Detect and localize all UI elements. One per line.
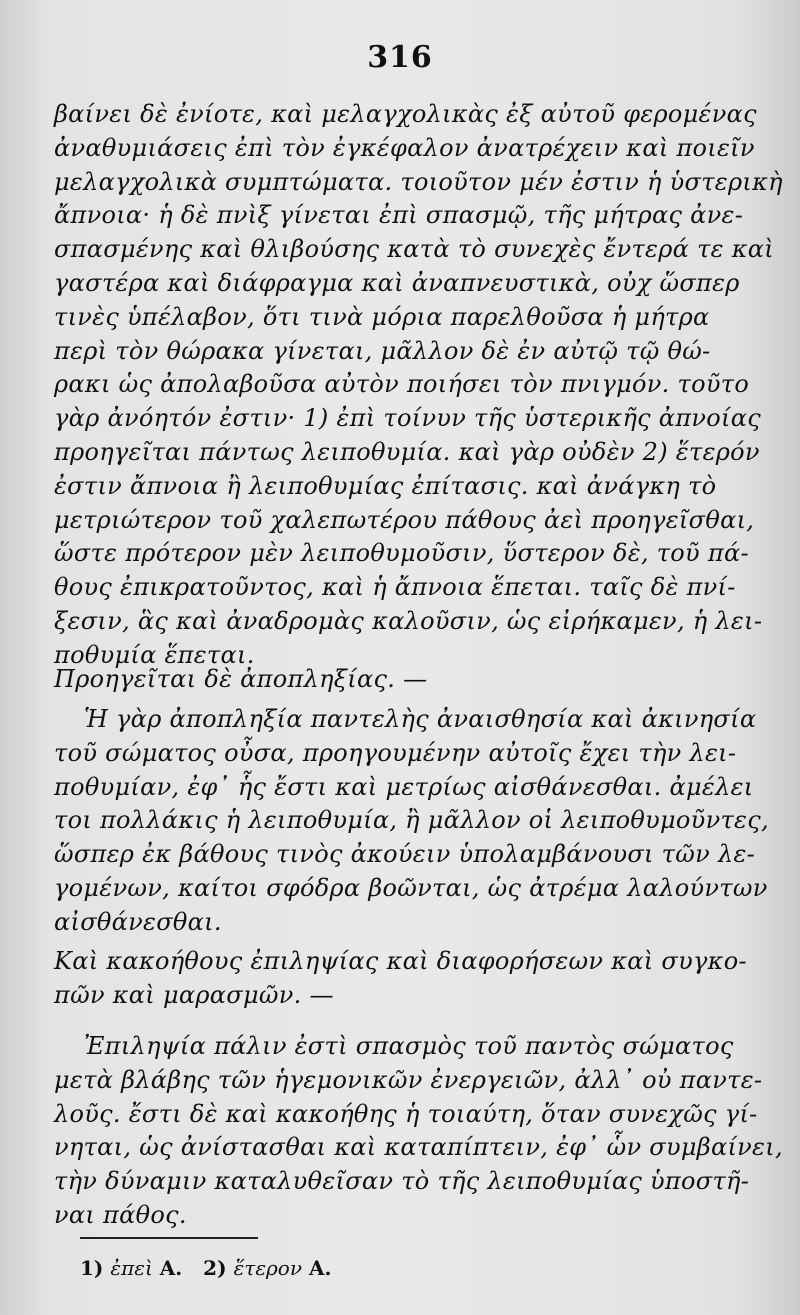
text-line: λοῦς. ἔστι δὲ καὶ κακοήθης ἡ τοιαύτη, ὅταν συνεχῶς γί- — [54, 1099, 758, 1128]
text-line: ὥστε πρότερον μὲν λειποθυμοῦσιν, ὕστερον δὲ, τοῦ πά- — [54, 539, 749, 568]
text-line: γομένων, καίτοι σφόδρα βοῶνται, ὡς ἀτρέμα λαλούντων — [54, 873, 768, 902]
text-line: ἐστιν ἄπνοια ἢ λειποθυμίας ἐπίτασις. καὶ ἀνάγκη τὸ — [54, 471, 717, 500]
page-number: 316 — [367, 40, 433, 75]
heading-line: Προηγεῖται δὲ ἀποπληξίας. — — [54, 665, 428, 693]
text-line: μετὰ βλάβης τῶν ἡγεμονικῶν ἐνεργειῶν, ἀλλ᾽ οὐ παντε- — [54, 1065, 763, 1094]
text-line: γὰρ ἀνόητόν ἐστιν· 1) ἐπὶ τοίνυν τῆς ὑστερικῆς ἀπνοίας — [54, 404, 761, 433]
footnote-text-2: ἕτερον — [233, 1256, 303, 1280]
text-line: ἀναθυμιάσεις ἐπὶ τὸν ἐγκέφαλον ἀνατρέχειν καὶ ποιεῖν — [54, 133, 755, 162]
text-line: μετριώτερον τοῦ χαλεπωτέρου πάθους ἀεὶ προηγεῖσθαι, — [54, 505, 755, 534]
footnote-marker-2: 2) — [203, 1256, 227, 1280]
footnote-marker-1: 1) — [80, 1256, 104, 1280]
text-line: τοῦ σώματος οὖσα, προηγουμένην αὐτοῖς ἔχει τὴν λει- — [54, 738, 737, 767]
text-line: ξεσιν, ἃς καὶ ἀναδρομὰς καλοῦσιν, ὡς εἰρήκαμεν, ἡ λει- — [54, 606, 763, 635]
text-line: ναι πάθος. — [54, 1200, 187, 1229]
text-line: μελαγχολικὰ συμπτώματα. τοιοῦτον μέν ἐστιν ἡ ὑστερικὴ — [54, 167, 783, 196]
footnote — [80, 1256, 331, 1280]
text-line: προηγεῖται πάντως λειποθυμία. καὶ γὰρ οὐδὲν 2) ἕτερόν — [54, 437, 760, 466]
text-line: θους ἐπικρατοῦντος, καὶ ἡ ἄπνοια ἕπεται. ταῖς δὲ πνί- — [54, 573, 736, 602]
heading-line: πῶν καὶ μαρασμῶν. — — [54, 980, 334, 1009]
section-heading-2 — [54, 945, 747, 1013]
text-line: ρακι ὡς ἀπολαβοῦσα αὐτὸν ποιήσει τὸν πνιγμόν. τοῦτο — [54, 370, 750, 399]
text-line: περὶ τὸν θώρακα γίνεται, μᾶλλον δὲ ἐν αὐτῷ τῷ θώ- — [54, 336, 711, 365]
text-line: τινὲς ὑπέλαβον, ὅτι τινὰ μόρια παρελθοῦσα ἡ μήτρα — [54, 302, 710, 331]
paragraph-3 — [54, 1030, 783, 1233]
text-line: ποθυμίαν, ἐφ᾽ ἧς ἔστι καὶ μετρίως αἰσθάνεσθαι. ἀμέλει — [54, 772, 754, 801]
text-line: αἰσθάνεσθαι. — [54, 907, 222, 936]
text-line: νηται, ὡς ἀνίστασθαι καὶ καταπίπτειν, ἐφ᾽ ὧν συμβαίνει, — [54, 1133, 783, 1162]
section-heading-1 — [54, 663, 734, 697]
footnote-source-2: A. — [308, 1256, 332, 1280]
footnote-source-1: A. — [159, 1256, 183, 1280]
text-line: τοι πολλάκις ἡ λειποθυμία, ἢ μᾶλλον οἱ λειποθυμοῦντες, — [54, 806, 769, 835]
text-line: ἄπνοια· ἡ δὲ πνὶξ γίνεται ἐπὶ σπασμῷ, τῆς μήτρας ἀνε- — [54, 201, 744, 230]
paragraph-1 — [54, 98, 783, 673]
text-line: γαστέρα καὶ διάφραγμα καὶ ἀναπνευστικὰ, οὐχ ὥσπερ — [54, 268, 740, 297]
footnote-divider — [80, 1237, 258, 1239]
text-line: τὴν δύναμιν καταλυθεῖσαν τὸ τῆς λειποθυμίας ὑποστῆ- — [54, 1167, 750, 1196]
footnote-text-1: ἐπεὶ — [110, 1256, 153, 1280]
text-line: Ἡ γὰρ ἀποπληξία παντελὴς ἀναισθησία καὶ ἀκινησία — [84, 705, 757, 733]
text-line: ὥσπερ ἐκ βάθους τινὸς ἀκούειν ὑπολαμβάνουσι τῶν λε- — [54, 840, 756, 869]
text-line: Ἐπιληψία πάλιν ἐστὶ σπασμὸς τοῦ παντὸς σώματος — [84, 1032, 734, 1060]
text-line: βαίνει δὲ ἐνίοτε, καὶ μελαγχολικὰς ἐξ αὐτοῦ φερομένας — [54, 100, 757, 128]
text-line: ποθυμία ἕπεται. — [54, 640, 255, 669]
paragraph-2 — [54, 703, 769, 940]
text-line: σπασμένης καὶ θλιβούσης κατὰ τὸ συνεχὲς ἔντερά τε καὶ — [54, 235, 775, 264]
heading-line: Καὶ κακοήθους ἐπιληψίας καὶ διαφορήσεων καὶ συγκο- — [54, 947, 747, 975]
